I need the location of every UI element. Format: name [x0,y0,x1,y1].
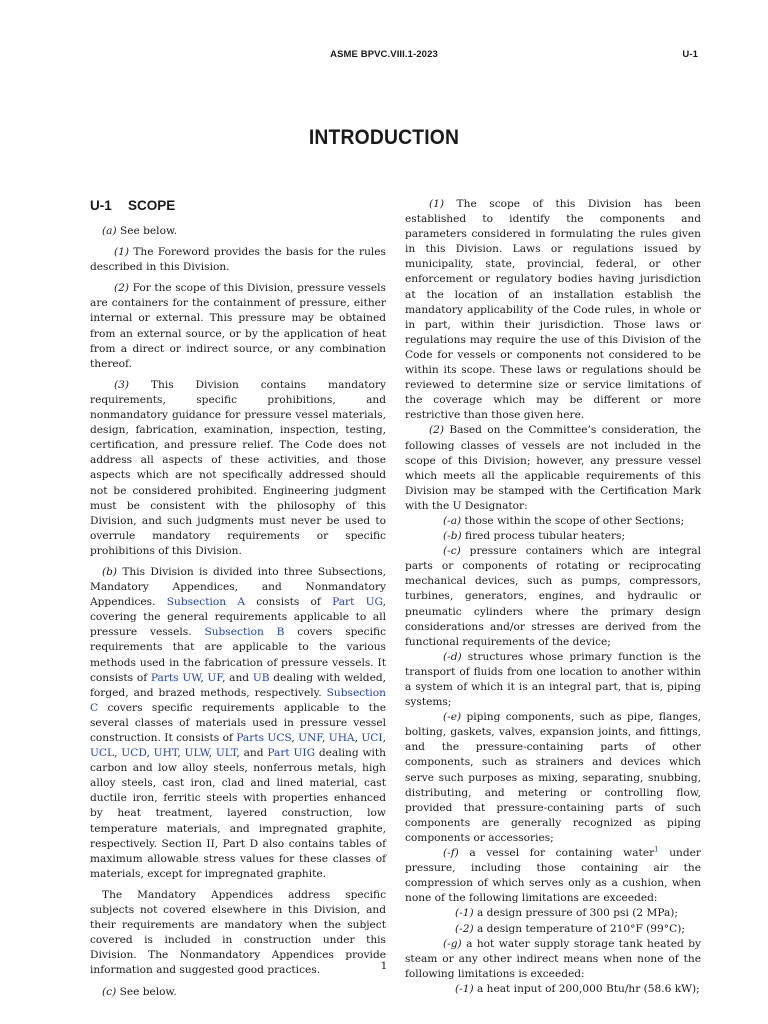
link-ucl[interactable]: UCL [90,747,115,760]
para-c: (c) See below. [102,985,177,998]
section-number: U-1 [90,198,112,213]
running-header-doc: ASME BPVC.VIII.1-2023 [330,49,438,60]
para-c1: (1) The scope of this Division has been established to identify the components and parameters considered in formulating the rules given in this Division. Laws or regulations issued by municipality, state, provincial, federal, or other enforcement or regulatory bodies having jurisdiction at the location of an installation establish the mandatory applicability of the Code rules, in whole or in part, within their jurisdiction. Those laws or regulations may require the use of this Division of the Code for vessels or components not considered to be within its scope. These laws or regulations should be reviewed to determine size or service limitations of the coverage which may be different or more restrictive than those given here. [405,198,701,422]
item-c2-e: (-e) piping components, such as pipe, flanges, bolting, gaskets, valves, expansion joints, and fittings, and the pressure-containing parts of other components, such as strainers and devices which serve such purposes as mixing, separating, snubbing, distributing, and metering or controlling flow, provided that pressure-containing parts of such components are generally recognized as piping components or accessories; [405,711,701,844]
link-part-uig[interactable]: Part UIG [267,747,316,760]
para-c2: (2) Based on the Committee’s consideration, the following classes of vessels are not included in the scope of this Division; however, any pressure vessel which meets all the applicable requirements of this Division may be stamped with the Certification Mark with the U Designator: [405,424,701,512]
link-ulw[interactable]: ULW [184,747,209,760]
link-subsection-c[interactable]: Subsection C [90,686,386,714]
item-c2-a: (-a) those within the scope of other Sections; [443,514,685,527]
page-number: 1 [380,960,388,972]
link-uci[interactable]: UCI [361,732,383,744]
para-a3: (3) This Division contains mandatory requirements, specific prohibitions, and nonmandatory guidance for pressure vessel materials, design, fabrication, examination, inspection, testing, certification, and pressure relief. The Code does not address all aspects of these activities, and those aspects which are not specifically addressed should not be considered prohibited. Engineering judgment must be consistent with the philosophy of this Division, and such judgments must never be used to overrule mandatory requirements or specific prohibitions of this Division. [90,378,386,557]
link-part-ug[interactable]: Part UG [332,596,383,609]
para-a2: (2) For the scope of this Division, pressure vessels are containers for the containment of pressure, either internal or external. This pressure may be obtained from an external source, or by the application of heat from a direct or indirect source, or any combination thereof. [90,282,386,370]
link-parts-uw[interactable]: Parts UW [150,671,201,684]
para-a: (a) See below. [102,225,178,237]
item-c2-f-1: (-1) a design pressure of 300 psi (2 MPa); [455,907,678,920]
item-c2-f: (-f) a vessel for containing water$^1$ under pressure, including those containing air the compression of which serves only as a cushion, when none of the following limitations are exceeded: [405,845,701,905]
para-mandatory-appendices: The Mandatory Appendices address specific subjects not covered elsewhere in this Division, and their requirements are mandatory when the subject covered is included in construction under this Division. The Nonmandatory Appendices provide information and suggested good practices. [90,888,386,977]
item-c2-g-1: (-1) a heat input of 200,000 Btu/hr (58.6 kW); [455,982,700,995]
link-subsection-a[interactable]: Subsection A [166,596,245,609]
item-c2-b: (-b) fired process tubular heaters; [443,530,626,543]
left-column [90,198,386,1006]
footnote-ref-1[interactable]: 1 [654,845,659,854]
para-b: (b) This Division is divided into three Subsections, Mandatory Appendices, and Nonmandatory Appendices. Subsection A consists of Part UG, covering the general requirements applicable to all pressure vessels. Subsection B covers specific requirements that are applicable to the various methods used in the fabrication of pressure vessels. It consists of Parts UW, UF, and UB dealing with welded, forged, and brazed methods, respectively. Subsection C covers specific requirements applicable to the several classes of materials used in pressure vessel construction. It consists of Parts UCS, UNF, UHA, UCI, UCL, UCD, UHT, ULW, ULT, and Part UIG dealing with carbon and low alloy steels, nonferrous metals, high alloy steels, cast iron, clad and lined material, cast ductile iron, ferritic steels with properties enhanced by heat treatment, layered construction, low temperature materials, and impregnated graphite, respectively. Section II, Part D also contains tables of maximum allowable stress values for these classes of materials, except for impregnated graphite. [90,565,387,880]
link-ucd[interactable]: UCD [121,747,147,760]
item-c2-d: (-d) structures whose primary function is the transport of fluids from one location to another within a system of which it is an integral part, that is, piping systems; [405,650,701,709]
link-unf[interactable]: UNF [298,732,322,744]
right-column [405,197,701,997]
link-ult[interactable]: ULT [215,747,237,760]
link-ub[interactable]: UB [252,671,270,684]
link-parts-ucs[interactable]: Parts UCS [236,732,292,744]
running-header-section: U-1 [682,49,698,60]
item-c2-c: (-c) pressure containers which are integral parts or components of rotating or reciprocating mechanical devices, such as pumps, compressors, turbines, generators, engines, and hydraulic or pneumatic cylinders where the primary design considerations and/or stresses are derived from the functional requirements of the device; [405,545,701,648]
item-c2-g: (-g) a hot water supply storage tank heated by steam or any other indirect means when none of the following limitations is exceeded: [405,937,701,980]
link-uf[interactable]: UF [207,671,223,684]
section-heading [90,198,386,214]
link-uha[interactable]: UHA [328,732,355,744]
section-name: SCOPE [128,198,176,213]
para-a1: (1) The Foreword provides the basis for the rules described in this Division. [90,246,386,274]
link-subsection-b[interactable]: Subsection B [204,626,285,639]
item-c2-f-2: (-2) a design temperature of 210°F (99°C); [455,922,685,935]
link-uht[interactable]: UHT [153,747,178,760]
page-title: INTRODUCTION [308,126,460,149]
